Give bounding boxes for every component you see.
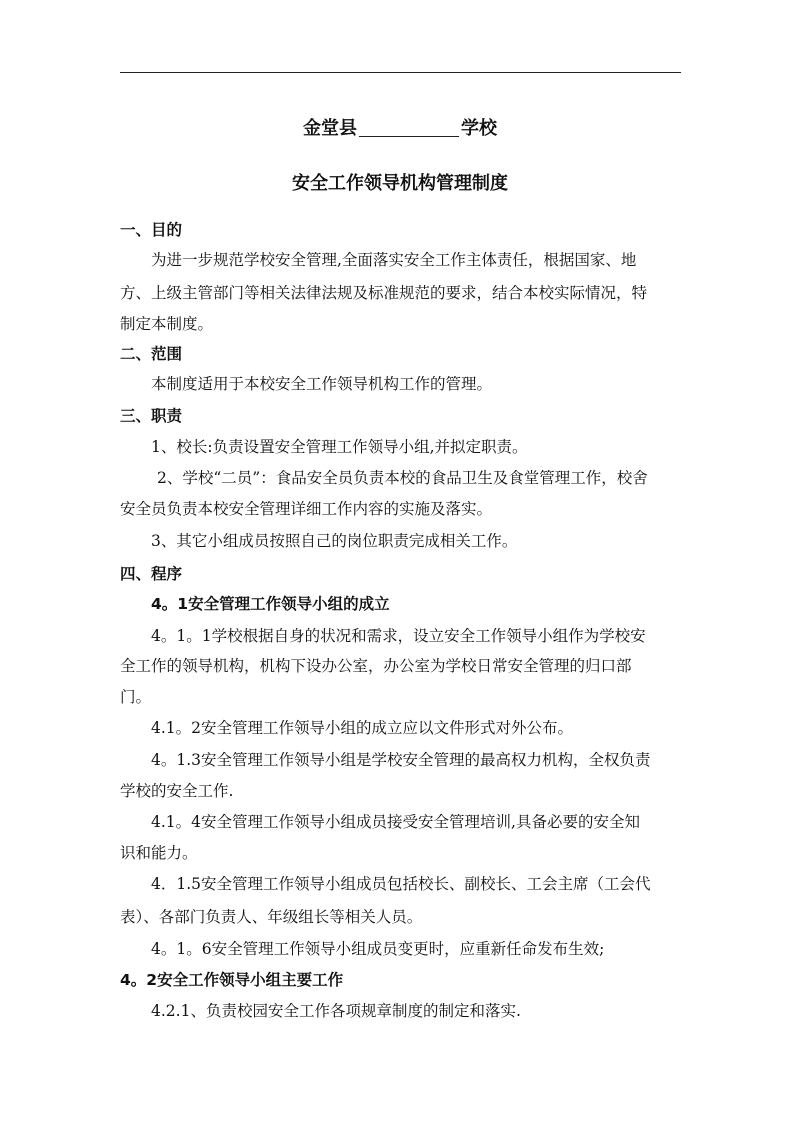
- clause-4-1-4-cont: 识和能力。: [120, 844, 198, 862]
- document-subtitle: 安全工作领导机构管理制度: [292, 173, 508, 194]
- duties-item-two-officers-cont: 安全员负责本校安全管理详细工作内容的实施及落实。: [120, 500, 493, 518]
- title-prefix: 金堂县: [303, 118, 357, 139]
- clause-4-1-1-cont: 全工作的领导机构，机构下设办公室，办公室为学校日常安全管理的归口部: [120, 657, 632, 675]
- scope-paragraph-line: 本制度适用于本校安全工作领导机构工作的管理。: [151, 375, 493, 393]
- clause-4-1-4: 4.1。4安全管理工作领导小组成员接受安全管理培训,具备必要的安全知: [151, 813, 640, 831]
- clause-4-1-5-cont: 表）、各部门负责人、年级组长等相关人员。: [120, 908, 423, 926]
- section-heading-purpose: 一、目的: [120, 221, 183, 239]
- title-blank-underline: [359, 118, 459, 137]
- purpose-paragraph-line: 方、上级主管部门等相关法律法规及标准规范的要求，结合本校实际情况，特: [120, 284, 648, 302]
- clause-4-1-1: 4。1。1学校根据自身的状况和需求，设立安全工作领导小组作为学校安: [151, 627, 646, 645]
- clause-4-1-3: 4。1.3安全管理工作领导小组是学校安全管理的最高权力机构，全权负责: [151, 751, 651, 769]
- section-heading-duties: 三、职责: [120, 407, 183, 425]
- duties-item-other-members: 3、其它小组成员按照自己的岗位职责完成相关工作。: [151, 532, 518, 550]
- clause-4-1-3-cont: 学校的安全工作.: [120, 782, 234, 800]
- clause-4-1-1-cont: 门。: [120, 688, 152, 706]
- clause-4-2-1: 4.2.1、负责校园安全工作各项规章制度的制定和落实.: [151, 1002, 521, 1020]
- purpose-paragraph-line: 制定本制度。: [120, 315, 214, 333]
- title-suffix: 学校: [461, 118, 497, 139]
- document-title: [0, 117, 800, 141]
- duties-item-principal: 1、校长:负责设置安全管理工作领导小组,并拟定职责。: [151, 438, 528, 456]
- clause-4-1-2: 4.1。2安全管理工作领导小组的成立应以文件形式对外公布。: [151, 719, 574, 737]
- clause-4-1-5: 4．1.5安全管理工作领导小组成员包括校长、副校长、工会主席（工会代: [151, 875, 651, 893]
- purpose-paragraph-line: 为进一步规范学校安全管理,全面落实安全工作主体责任，根据国家、地: [151, 251, 637, 269]
- section-heading-scope: 二、范围: [120, 345, 183, 363]
- subsection-heading-4-2: 4。2安全工作领导小组主要工作: [120, 971, 344, 989]
- header-rule: [120, 72, 681, 73]
- section-heading-procedure: 四、程序: [120, 565, 183, 583]
- duties-item-two-officers: 2、学校“二员”：食品安全员负责本校的食品卫生及食堂管理工作，校舍: [157, 469, 648, 487]
- clause-4-1-6: 4。1。6安全管理工作领导小组成员变更时，应重新任命发布生效;: [151, 940, 605, 958]
- subsection-heading-4-1: 4。1安全管理工作领导小组的成立: [151, 595, 390, 613]
